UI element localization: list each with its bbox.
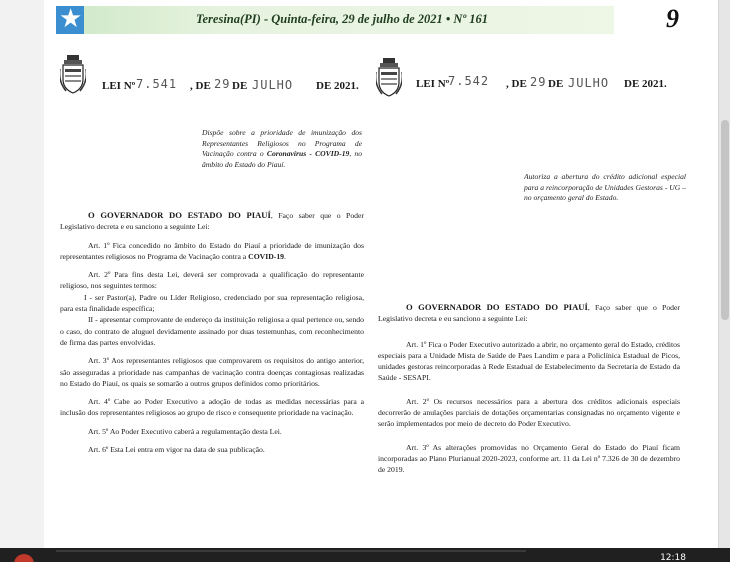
article-2: Art. 2º Os recursos necessários para a abertura dos créditos adicionais especiais decorrerão de anulações parciais de dotações orçamentarias consignadas no orçamento vigente e serão implementados por meio de decreto do Poder Executivo. — [378, 396, 680, 429]
law-title-de: , DE — [190, 80, 211, 92]
taskbar — [0, 548, 730, 562]
law-title-de: , DE — [506, 78, 527, 90]
law-title-prefix: LEI Nº — [416, 78, 450, 90]
coat-of-arms-icon — [60, 55, 86, 95]
law-body-right: O GOVERNADOR DO ESTADO DO PIAUÍ, Faço saber que o Poder Legislativo decreta e eu sanciono a seguinte Lei: Art. 1º Fica o Poder Executivo autorizado a abrir, no orçamento geral do Estado, créditos especiais para a Unidade Mista de Saúde de Paes Landim e para a Policlínica Estadual de Picos, unidades gestoras reincorporadas à Rede Estadual de Estabelecimento da Secretaria de Estado da Saúde - SESAPI. Art. 2º Os recursos necessários para a abertura dos créditos adicionais especiais decorrerão de anulações parciais de dotações orçamentarias consignadas no orçamento vigente e serão implementados por meio de decreto do Poder Executivo. Art. 3º As alterações promovidas no Orçamento Geral do Estado do Piauí ficam incorporadas ao Plano Plurianual 2020-2023, conforme art. 11 da Lei nº 7.326 de 30 de dezembro de 2019. — [378, 302, 680, 475]
header-band — [56, 6, 614, 34]
law-title-de: DE — [232, 80, 248, 92]
law-number-handwritten: 7.541 — [136, 77, 178, 91]
taskbar-apps-strip — [56, 550, 526, 552]
law-day-handwritten: 29 — [214, 77, 231, 91]
scrollbar-thumb[interactable] — [721, 120, 729, 320]
law-ementa: Dispõe sobre a prioridade de imunização dos Representantes Religiosos no Programa de Vacinação contra o Coronavírus - COVID-19, no âmbito do Estado do Piauí. — [202, 128, 363, 169]
article-3: Art. 3º Aos representantes religiosos que comprovarem os requisitos do antigo anterior, são asseguradas a prioridade nas campanhas de vacinação contra doenças contagiosas realizadas no Estado do Piauí, os quais se somarão a outros grupos definidos como prioritários. — [60, 356, 364, 388]
state-flag-icon — [56, 6, 84, 34]
law-body-left: O GOVERNADOR DO ESTADO DO PIAUÍ, Faço saber que o Poder Legislativo decreta e eu sanciono a seguinte Lei: Art. 1º Fica concedido no âmbito do Estado do Piauí a prioridade de imunização dos representantes religiosos no Programa de Vacinação contra a COVID-19. Art. 2º Para fins desta Lei, deverá ser comprovada a qualificação do representante religioso, nos seguintes termos: I - ser Pastor(a), Padre ou Líder Religioso, credenciado por sua representação religiosa, para esta finalidade específica; II - apresentar comprovante de endereço da instituição religiosa a qual pertence ou, sendo o caso, do contrato de aluguel devidamente assinado por duas testemunhas, com reconhecimento de firma das partes envolvidas. Art. 3º Aos representantes religiosos que comprovarem os requisitos do antigo anterior, são asseguradas a prioridade nas campanhas de vacinação contra doenças contagiosas realizadas no Estado do Piauí, os quais se somarão a outros grupos definidos como prioritários. Art. 4º Cabe ao Poder Executivo a adoção de todas as medidas necessárias para a inclusão dos representantes religiosos ao grupo de risco e consequente prioridade na vacinação. Art. 5º Ao Poder Executivo caberá a regulamentação desta Lei. Art. 6º Esta Lei entra em vigor na data de sua publicação. — [60, 210, 364, 455]
article-1: Art. 1º Fica o Poder Executivo autorizado a abrir, no orçamento geral do Estado, créditos especiais para a Unidade Mista de Saúde de Paes Landim e para a Policlínica Estadual de Picos, unidades gestoras reincorporadas à Rede Estadual de Estabelecimento da Secretaria de Estado da Saúde - SESAPI. — [378, 339, 680, 383]
law-number-handwritten: 7.542 — [448, 74, 490, 88]
article-4: Art. 4º Cabe ao Poder Executivo a adoção de todas as medidas necessárias para a inclusão dos representantes religiosos ao grupo de risco e consequente prioridade na vacinação. — [60, 397, 364, 418]
page-number: 9 — [666, 4, 679, 33]
law-month-handwritten: JULHO — [568, 76, 610, 90]
start-button-icon[interactable] — [14, 554, 34, 562]
article-2: Art. 2º Para fins desta Lei, deverá ser comprovada a qualificação do representante religioso, nos seguintes termos: — [60, 270, 364, 291]
law-title-prefix: LEI Nº — [102, 80, 136, 92]
law-title-year: DE 2021. — [624, 78, 667, 90]
article-2-item-i: I - ser Pastor(a), Padre ou Líder Religioso, credenciado por sua representação religiosa, para esta finalidade específica; — [60, 292, 364, 314]
header-date-line: Teresina(PI) - Quinta-feira, 29 de julho de 2021 • Nº 161 — [196, 12, 489, 26]
vertical-scrollbar[interactable] — [718, 0, 730, 548]
coat-of-arms-icon — [376, 58, 402, 98]
star-icon: ★ — [59, 4, 83, 34]
article-3: Art. 3º As alterações promovidas no Orçamento Geral do Estado do Piauí ficam incorporadas ao Plano Plurianual 2020-2023, conforme art. 11 da Lei nº 7.326 de 30 de dezembro de 2019. — [378, 442, 680, 475]
law-month-handwritten: JULHO — [252, 78, 294, 92]
law-title-de: DE — [548, 78, 564, 90]
law-ementa: Autoriza a abertura do crédito adicional especial para a reincorporação de Unidades Gestoras - UG – no orçamento geral do Estado. — [524, 172, 686, 203]
taskbar-clock[interactable]: 12:18 — [660, 553, 686, 562]
article-5: Art. 5º Ao Poder Executivo caberá a regulamentação desta Lei. — [88, 426, 282, 436]
article-2-item-ii: II - apresentar comprovante de endereço da instituição religiosa a qual pertence ou, sendo o caso, do contrato de aluguel devidamente assinado por duas testemunhas, com reconhecimento de firma das partes envolvidas. — [60, 315, 364, 347]
article-6: Art. 6º Esta Lei entra em vigor na data de sua publicação. — [88, 445, 265, 455]
law-day-handwritten: 29 — [530, 75, 547, 89]
law-title-year: DE 2021. — [316, 80, 359, 92]
gazette-page — [44, 0, 724, 548]
